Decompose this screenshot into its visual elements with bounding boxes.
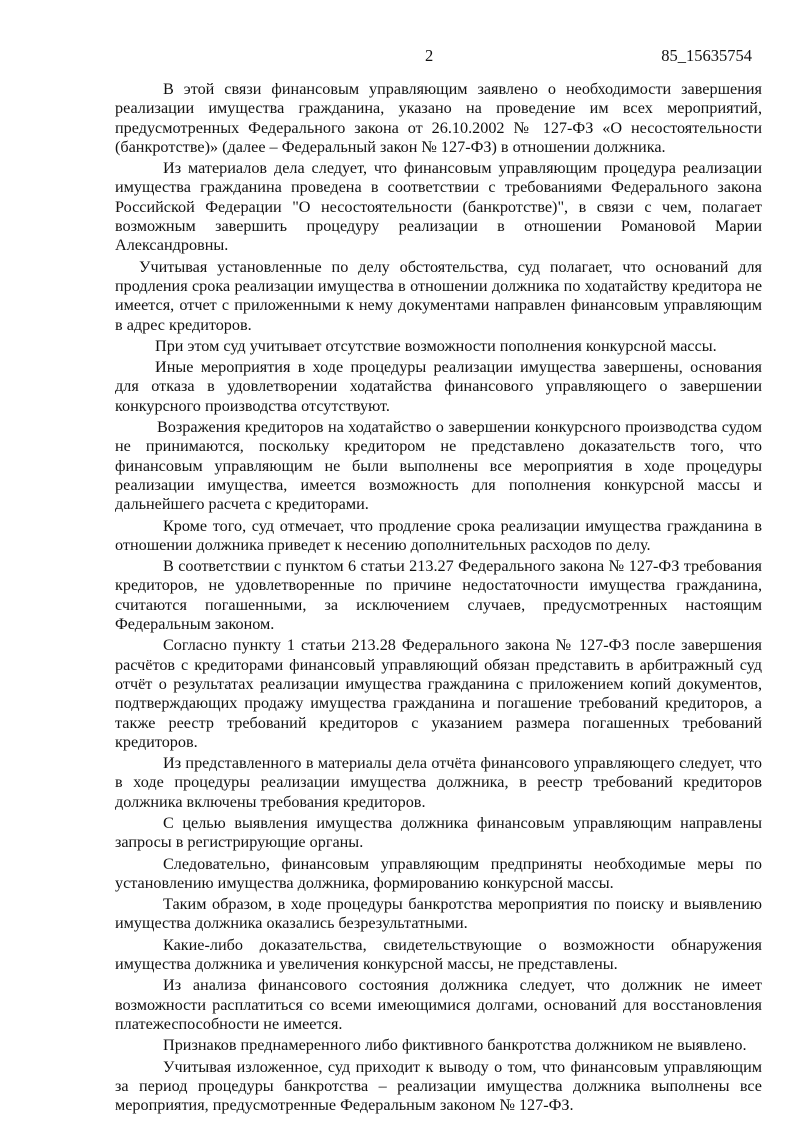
paragraph: Из анализа финансового состояния должника следует, что должник не имеет возможности расплатиться со всеми имеющимися долгами, оснований для восстановления платежеспособности не имеется. xyxy=(115,976,762,1033)
paragraph: Какие-либо доказательства, свидетельствующие о возможности обнаружения имущества должника и увеличения конкурсной массы, не представлены. xyxy=(115,935,762,974)
paragraph: Возражения кредиторов на ходатайство о завершении конкурсного производства судом не принимаются, поскольку кредитором не представлено доказательств того, что финансовым управляющим не были выполнены все мероприятия в ходе процедуры реализации имущества, имеется возможность для пополнения конкурсной массы и дальнейшего расчета с кредиторами. xyxy=(115,418,762,514)
paragraph: Из представленного в материалы дела отчёта финансового управляющего следует, что в ходе процедуры реализации имущества должника, в реестр требований кредиторов должника включены требования кредиторов. xyxy=(115,754,762,811)
paragraph: При этом суд учитывает отсутствие возможности пополнения конкурсной массы. xyxy=(155,336,717,355)
paragraph: Иные мероприятия в ходе процедуры реализации имущества завершены, основания для отказа в удовлетворении ходатайства финансового управляющего о завершении конкурсного производства отсутствуют. xyxy=(115,358,762,415)
document-id: 85_15635754 xyxy=(661,46,752,65)
paragraph: Таким образом, в ходе процедуры банкротства мероприятия по поиску и выявлению имущества должника оказались безрезультатными. xyxy=(115,895,762,933)
paragraph: Согласно пункту 1 статьи 213.28 Федерального закона № 127-ФЗ после завершения расчётов с кредиторами финансовый управляющий обязан представить в арбитражный суд отчёт о результатах реализации имущества гражданина с приложением копий документов, подтверждающих продажу имущества гражданина и погашение требований кредиторов, а также реестр требований кредиторов с указанием размера погашенных требований кредиторов. xyxy=(115,636,762,751)
document-body xyxy=(115,80,762,1117)
paragraph: В этой связи финансовым управляющим заявлено о необходимости завершения реализации имущества гражданина, указано на проведение им всех мероприятий, предусмотренных Федерального закона от 26.10.2002 № 127-ФЗ «О несостоятельности (банкротстве)» (далее – Федеральный закон № 127-ФЗ) в отношении должника. xyxy=(115,80,762,156)
paragraph: В соответствии с пунктом 6 статьи 213.27 Федерального закона № 127-ФЗ требования кредиторов, не удовлетворенные по причине недостаточности имущества гражданина, считаются погашенными, за исключением случаев, предусмотренных настоящим Федеральным законом. xyxy=(115,557,762,634)
paragraph: Кроме того, суд отмечает, что продление срока реализации имущества гражданина в отношении должника приведет к несению дополнительных расходов по делу. xyxy=(115,516,762,554)
paragraph: Учитывая изложенное, суд приходит к выводу о том, что финансовым управляющим за период процедуры банкротства – реализации имущества должника выполнены все мероприятия, предусмотренные Федеральным законом № 127-ФЗ. xyxy=(115,1057,762,1115)
page-number: 2 xyxy=(425,46,434,65)
paragraph: Следовательно, финансовым управляющим предприняты необходимые меры по установлению имущества должника, формированию конкурсной массы. xyxy=(115,854,762,892)
paragraph: Признаков преднамеренного либо фиктивного банкротства должником не выявлено. xyxy=(163,1036,747,1055)
paragraph: Из материалов дела следует, что финансовым управляющим процедура реализации имущества гражданина проведена в соответствии с требованиями Федерального закона Российской Федерации "О несостоятельности (банкротстве)", в связи с чем, полагает возможным завершить процедуру реализации в отношении Романовой Марии Александровны. xyxy=(115,159,762,255)
paragraph: С целью выявления имущества должника финансовым управляющим направлены запросы в регистрирующие органы. xyxy=(115,813,762,852)
paragraph: Учитывая установленные по делу обстоятельства, суд полагает, что оснований для продления срока реализации имущества в отношении должника по ходатайству кредитора не имеется, отчет с приложенными к нему документами направлен финансовым управляющим в адрес кредиторов. xyxy=(115,257,762,334)
